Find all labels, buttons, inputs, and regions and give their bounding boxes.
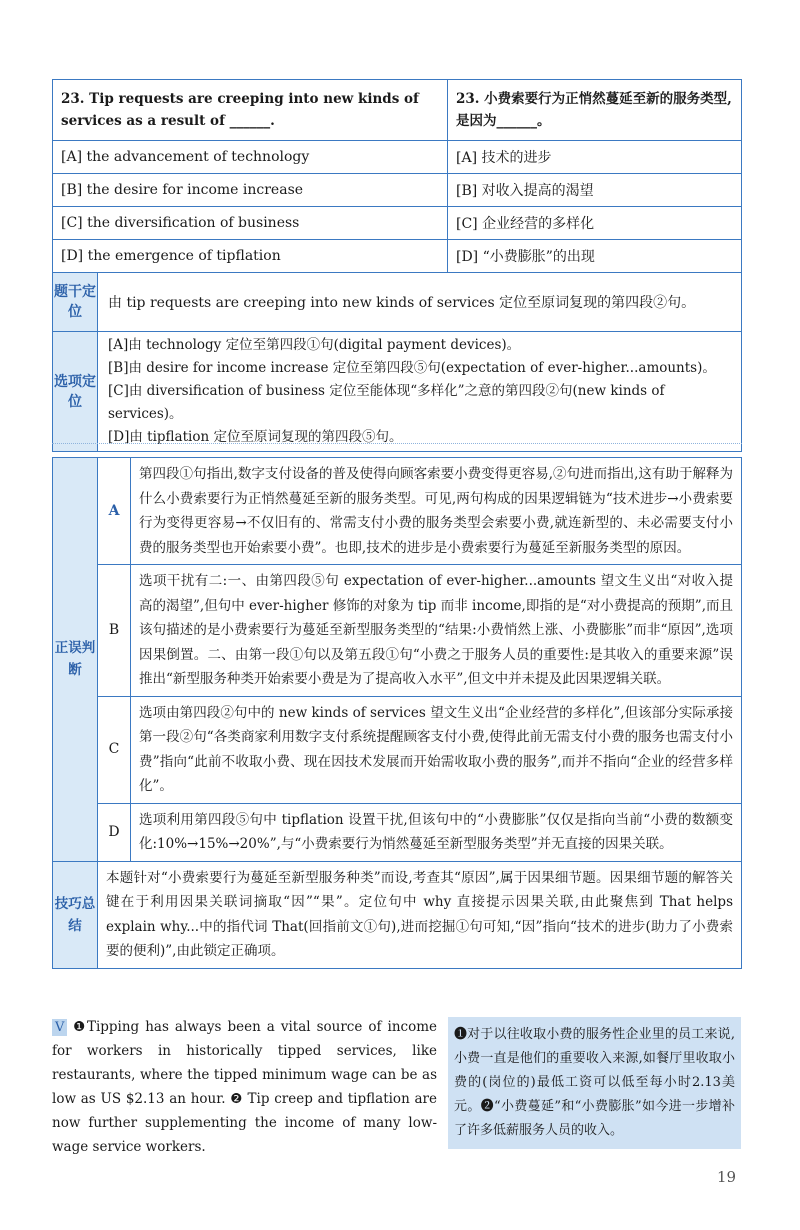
answer-letter-c: C — [98, 696, 131, 803]
tigan-label: 题干定位 — [53, 273, 98, 331]
option-row-c — [53, 207, 742, 240]
option-row-b — [53, 174, 742, 207]
xuanxiang-label: 选项定位 — [53, 332, 98, 451]
xuanxiang-row — [53, 332, 742, 452]
xuanxiang-lines — [98, 332, 742, 451]
jiqiao-text: 本题针对“小费索要行为蔓延至新型服务种类”而设,考查其“原因”,属于因果细节题。因果细节题的解答关键在于利用因果关联词摘取“因”“果”。定位句中 why 直接提示因果关联,由此聚焦到 That helps explain why...中的指代词 That(回指前文①句),进而挖掘①句可知,“因”指向“技术的进步(助力了小费索要的便利)”,由此锁定正确项。 — [98, 861, 742, 968]
tigan-text: 由 tip requests are creeping into new kinds of services 定位至原词复现的第四段②句。 — [108, 295, 696, 311]
passage-translation-text: ❶对于以往收取小费的服务性企业里的员工来说,小费一直是他们的重要收入来源,如餐厅里收取小费的(岗位的)最低工资可以低至每小时2.13美元。❷“小费蔓延”和“小费膨胀”如今进一步增补了许多低薪服务人员的收入。 — [454, 1027, 735, 1138]
jiqiao-row — [53, 861, 742, 968]
option-c-zh: [C] 企业经营的多样化 — [448, 207, 742, 240]
analysis-row-d — [53, 803, 742, 861]
answer-letter-d: D — [98, 803, 131, 861]
question-stem-en: 23. Tip requests are creeping into new kinds of services as a result of ______. — [53, 80, 448, 141]
option-a-zh: [A] 技术的进步 — [448, 141, 742, 174]
jiqiao-label: 技巧总结 — [53, 861, 98, 968]
analysis-row-b — [53, 565, 742, 697]
question-stem-zh: 23. 小费索要行为正悄然蔓延至新的服务类型,是因为______。 — [448, 80, 742, 141]
analysis-table — [52, 457, 742, 969]
option-d-zh: [D] “小费膨胀”的出现 — [448, 240, 742, 273]
xuanxiang-line-d: [D]由 tipflation 定位至原词复现的第四段⑤句。 — [108, 429, 403, 445]
xuanxiang-line-a: [A]由 technology 定位至第四段①句(digital payment devices)。 — [108, 337, 521, 353]
option-d-en: [D] the emergence of tipflation — [53, 240, 448, 273]
question-stem-row — [53, 80, 742, 141]
analysis-row-a — [53, 458, 742, 565]
passage-translation — [448, 1017, 741, 1149]
tigan-row — [53, 273, 742, 332]
passage-english — [52, 1015, 437, 1159]
section-divider — [52, 443, 742, 444]
zhengwu-label: 正误判断 — [53, 458, 98, 862]
analysis-text-d: 选项利用第四段⑤句中 tipflation 设置干扰,但该句中的“小费膨胀”仅仅是指向当前“小费的数额变化:10%→15%→20%”,与“小费索要行为悄然蔓延至新型服务类型”并无直接的因果关联。 — [131, 803, 742, 861]
paragraph-label: V — [52, 1019, 67, 1036]
page-number: 19 — [717, 1168, 737, 1186]
analysis-text-b: 选项干扰有二:一、由第四段⑤句 expectation of ever-higher...amounts 望文生义出“对收入提高的渴望”,但句中 ever-higher 修饰的对象为 tip 而非 income,即指的是“对小费提高的预期”,而且该句描述的是小费索要行为蔓延至新型服务类型的“结果:小费悄然上涨、小费膨胀”而非“原因”,选项因果倒置。二、由第一段①句以及第五段①句“小费之于服务人员的重要性:是其收入的重要来源”误推出“新型服务种类开始索要小费是为了提高收入水平”,但文中并未提及此因果逻辑关联。 — [131, 565, 742, 697]
passage-english-text: ❶Tipping has always been a vital source of income for workers in historically tipped services, like restaurants, where the tipped minimum wage can be as low as US $2.13 an hour. ❷ Tip creep and tipflation are now further supplementing the income of many low-wage service workers. — [52, 1019, 437, 1155]
answer-letter-b: B — [98, 565, 131, 697]
option-row-d — [53, 240, 742, 273]
answer-letter-a: A — [98, 458, 131, 565]
option-a-en: [A] the advancement of technology — [53, 141, 448, 174]
xuanxiang-line-c: [C]由 diversification of business 定位至能体现“多样化”之意的第四段②句(new kinds of services)。 — [108, 383, 665, 422]
option-c-en: [C] the diversification of business — [53, 207, 448, 240]
analysis-text-c: 选项由第四段②句中的 new kinds of services 望文生义出“企业经营的多样化”,但该部分实际承接第一段②句“各类商家利用数字支付系统提醒顾客支付小费,使得此前无需支付小费的服务也需支付小费”指向“此前不收取小费、现在因技术发展而开始需收取小费的服务”,而并不指向“企业的经营多样化”。 — [131, 696, 742, 803]
xuanxiang-line-b: [B]由 desire for income increase 定位至第四段⑤句(expectation of ever-higher...amounts)。 — [108, 360, 716, 376]
option-b-en: [B] the desire for income increase — [53, 174, 448, 207]
analysis-row-c — [53, 696, 742, 803]
question-table — [52, 79, 742, 452]
option-row-a — [53, 141, 742, 174]
analysis-text-a: 第四段①句指出,数字支付设备的普及使得向顾客索要小费变得更容易,②句进而指出,这有助于解释为什么小费索要行为正悄然蔓延至新的服务类型。可见,两句构成的因果逻辑链为“技术进步→小费索要行为变得更容易→不仅旧有的、常需支付小费的服务类型会索要小费,就连新型的、未必需要支付小费的服务类型也开始索要小费”。也即,技术的进步是小费索要行为蔓延至新服务类型的原因。 — [131, 458, 742, 565]
option-b-zh: [B] 对收入提高的渴望 — [448, 174, 742, 207]
